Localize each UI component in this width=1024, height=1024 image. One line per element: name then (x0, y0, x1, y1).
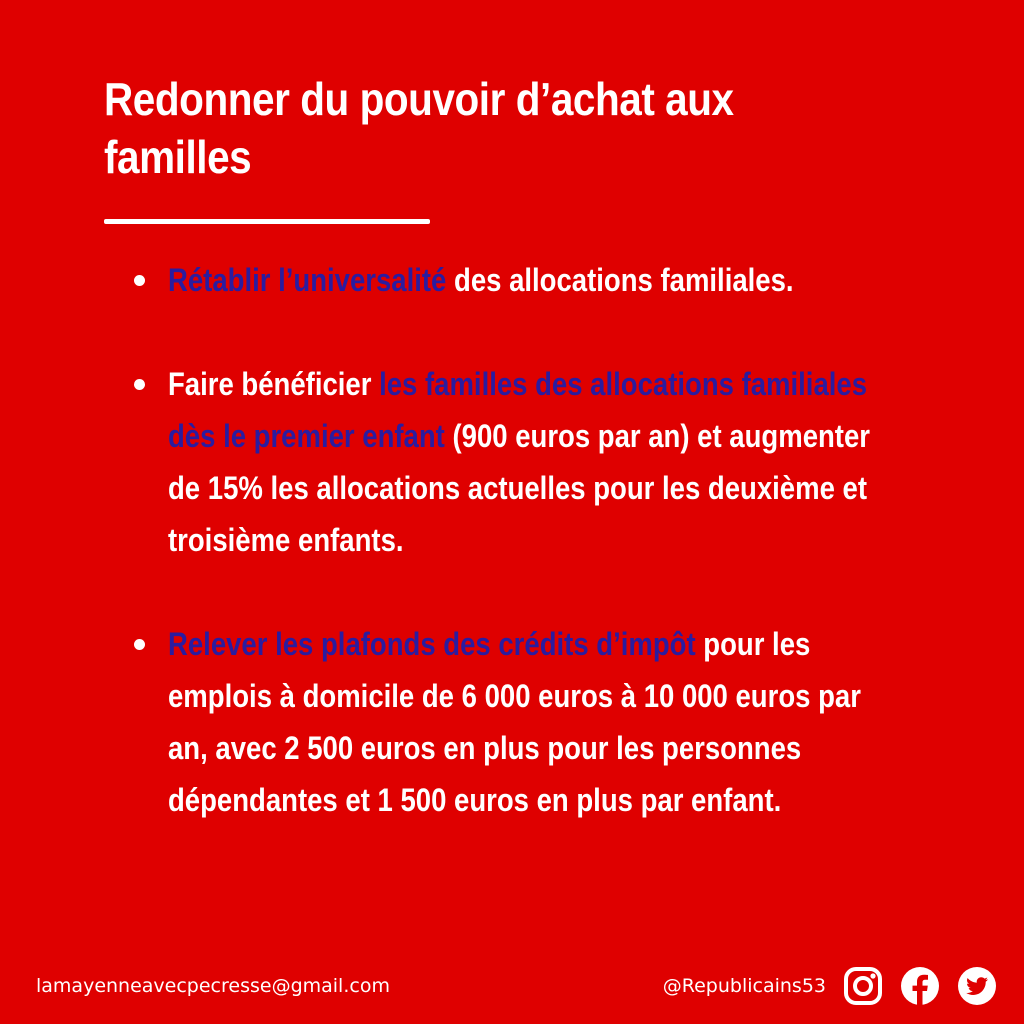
bullet-highlight: Relever les plafonds des crédits d’impôt (168, 626, 696, 662)
facebook-icon[interactable] (900, 966, 940, 1006)
social-handle: @Republicains53 (662, 975, 826, 997)
bullet-body: (900 euros par an) et augmenter de 15% les allocations actuelles pour les deuxième et troisième enfants. (168, 418, 870, 558)
bullet-item-premier-enfant (130, 358, 930, 566)
bullet-body: pour les emplois à domicile de 6 000 euros à 10 000 euros par an, avec 2 500 euros en plus pour les personnes dépendantes et 1 500 euros en plus par enfant. (168, 626, 861, 818)
twitter-icon[interactable] (957, 966, 997, 1006)
bullet-item-credits-impot (130, 618, 930, 826)
bullet-item-universalite (130, 254, 930, 306)
bullet-dot (134, 275, 145, 286)
bullet-text (168, 618, 908, 826)
bullet-dot (134, 639, 145, 650)
instagram-icon[interactable] (843, 966, 883, 1006)
bullet-prefix: Faire bénéficier (168, 366, 380, 402)
bullet-highlight: les familles des allocations familiales dès le premier enfant (168, 366, 868, 454)
contact-email[interactable]: lamayenneavecpecresse@gmail.com (36, 975, 390, 997)
page-title: Redonner du pouvoir d’achat aux familles (104, 73, 734, 183)
title-underline (104, 219, 430, 224)
bullet-list (130, 254, 930, 826)
bullet-dot (134, 379, 145, 390)
bullet-text (168, 254, 908, 306)
bullet-body: des allocations familiales. (446, 262, 794, 298)
bullet-highlight: Rétablir l’universalité (168, 262, 447, 298)
bullet-text (168, 358, 908, 566)
